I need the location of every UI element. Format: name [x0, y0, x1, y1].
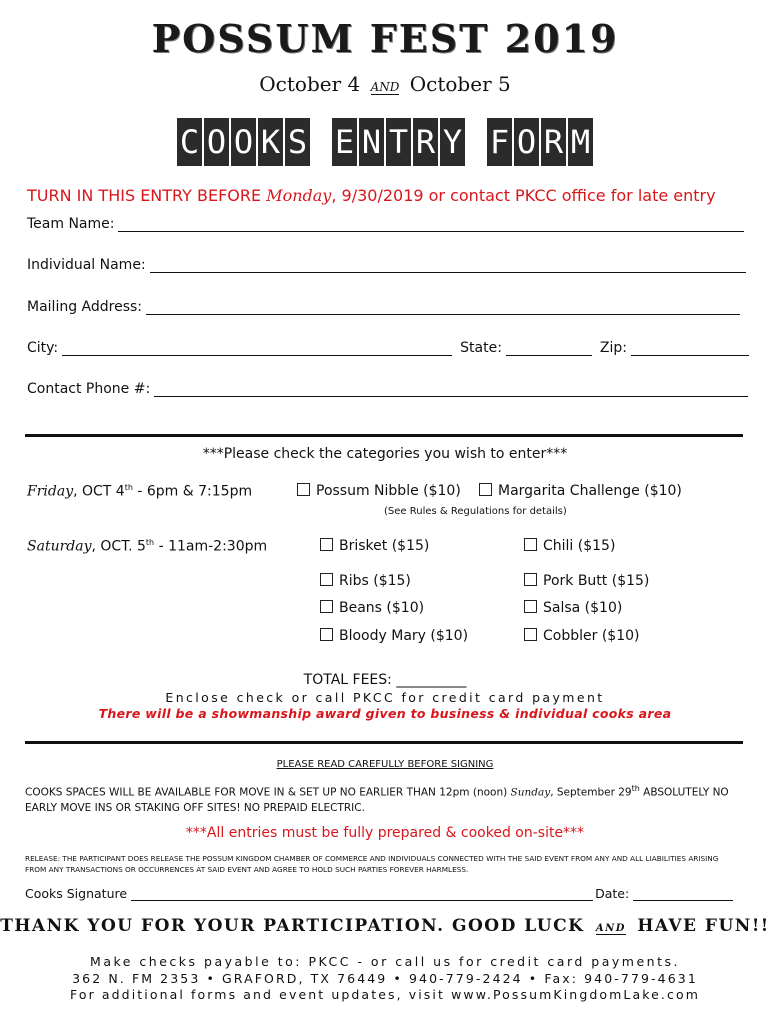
option-label: Bloody Mary ($10) — [339, 628, 469, 644]
date-end: October 5 — [409, 72, 511, 96]
banner-word — [331, 118, 466, 166]
signature-row[interactable] — [25, 886, 733, 901]
option-beans[interactable] — [320, 600, 424, 616]
individual-name-line[interactable] — [150, 258, 746, 273]
friday-sup: th — [124, 483, 133, 492]
state-label: State: — [460, 340, 502, 356]
thanks-pre: THANK YOU FOR YOUR PARTICIPATION. GOOD LUCK — [0, 916, 585, 936]
team-name-line[interactable] — [118, 217, 744, 232]
checkbox-cobbler[interactable] — [524, 628, 537, 641]
option-label: Pork Butt ($15) — [543, 573, 650, 589]
banner-word — [486, 118, 594, 166]
event-title: POSSUM FEST 2019 — [151, 16, 619, 61]
zip-label: Zip: — [599, 340, 628, 356]
deadline-notice — [27, 186, 747, 205]
showmanship-note: There will be a showmanship award given to business & individual cooks area — [98, 706, 672, 721]
option-label: Margarita Challenge ($10) — [498, 483, 682, 499]
banner-letter: K — [258, 118, 283, 166]
checkbox-pork-butt[interactable] — [524, 573, 537, 586]
banner-letter: C — [177, 118, 202, 166]
release-line-2: FROM ANY TRANSACTIONS OR OCCURRENCES AT SAID EVENT AND AGREE TO HOLD SUCH PARTIES FOREVER HARMLESS. — [25, 865, 469, 874]
banner-letter: O — [231, 118, 256, 166]
mailing-address-label: Mailing Address: — [27, 299, 143, 315]
option-pork-butt[interactable] — [524, 573, 649, 589]
spaces-day: Sunday — [510, 786, 551, 799]
checkbox-salsa[interactable] — [524, 600, 537, 613]
saturday-sup: th — [145, 538, 155, 547]
zip-line[interactable] — [631, 341, 749, 356]
deadline-suffix: , 9/30/2019 or contact PKCC office for late entry — [331, 186, 716, 205]
cook-spaces-notice-line2: EARLY MOVE INS OR STAKING OFF SITES! NO PREPAID ELECTRIC. — [25, 802, 365, 814]
saturday-time: - 11am-2:30pm — [154, 538, 268, 555]
city-label: City: — [27, 340, 59, 356]
event-dates — [0, 72, 770, 96]
prepared-onsite-notice: ***All entries must be fully prepared & cooked on-site*** — [185, 825, 585, 841]
option-label: Chili ($15) — [543, 538, 616, 554]
release-line-1: RELEASE: THE PARTICIPANT DOES RELEASE THE POSSUM KINGDOM CHAMBER OF COMMERCE AND INDIVIDUALS CONNECTED WITH THE SAID EVENT FROM ANY AND ALL LIABILITIES ARISING — [25, 854, 719, 863]
option-bloody-mary[interactable] — [320, 628, 468, 644]
banner-letter: R — [413, 118, 438, 166]
banner-letter: E — [332, 118, 357, 166]
option-brisket[interactable] — [320, 538, 429, 554]
section-divider — [25, 741, 743, 744]
banner-letter: N — [359, 118, 384, 166]
spaces-post: ABSOLUTELY NO — [639, 786, 729, 799]
spaces-pre: COOKS SPACES WILL BE AVAILABLE FOR MOVE IN & SET UP NO EARLIER THAN 12pm (noon) — [25, 786, 511, 799]
signature-label: Cooks Signature — [25, 886, 128, 901]
checkbox-chili[interactable] — [524, 538, 537, 551]
option-chili[interactable] — [524, 538, 615, 554]
categories-instruction: ***Please check the categories you wish to enter*** — [202, 446, 568, 462]
website-line: For additional forms and event updates, visit www.PossumKingdomLake.com — [69, 987, 700, 1002]
team-name-label: Team Name: — [27, 216, 115, 232]
date-label: Date: — [595, 886, 630, 901]
option-ribs[interactable] — [320, 573, 411, 589]
friday-schedule — [27, 483, 252, 500]
date-and: AND — [370, 80, 400, 94]
spaces-date: , September 29 — [550, 786, 632, 799]
contact-phone-label: Contact Phone #: — [27, 381, 151, 397]
banner-letter: R — [541, 118, 566, 166]
saturday-schedule — [27, 538, 267, 555]
individual-name-field[interactable] — [27, 257, 746, 273]
option-salsa[interactable] — [524, 600, 622, 616]
banner-word — [176, 118, 311, 166]
thanks-and: AND — [595, 923, 626, 934]
payment-line: Make checks payable to: PKCC - or call us for credit card payments. — [90, 954, 680, 969]
checkbox-possum-nibble[interactable] — [297, 483, 310, 496]
cook-spaces-notice — [25, 784, 755, 799]
contact-phone-field[interactable] — [27, 381, 748, 397]
option-cobbler[interactable] — [524, 628, 639, 644]
state-line[interactable] — [506, 341, 592, 356]
option-label: Brisket ($15) — [339, 538, 430, 554]
address-line: 362 N. FM 2353 • GRAFORD, TX 76449 • 940-779-2424 • Fax: 940-779-4631 — [72, 971, 698, 986]
checkbox-beans[interactable] — [320, 600, 333, 613]
checkbox-margarita-challenge[interactable] — [479, 483, 492, 496]
form-banner — [0, 118, 770, 166]
city-state-zip-row[interactable] — [27, 340, 749, 356]
deadline-day: Monday — [266, 186, 332, 205]
team-name-field[interactable] — [27, 216, 744, 232]
contact-phone-line[interactable] — [154, 382, 748, 397]
option-possum-nibble[interactable] — [297, 483, 461, 499]
rules-note: (See Rules & Regulations for details) — [384, 506, 567, 517]
checkbox-bloody-mary[interactable] — [320, 628, 333, 641]
deadline-prefix: TURN IN THIS ENTRY BEFORE — [27, 186, 267, 205]
city-line[interactable] — [62, 341, 452, 356]
checkbox-brisket[interactable] — [320, 538, 333, 551]
option-label: Beans ($10) — [339, 600, 425, 616]
mailing-address-line[interactable] — [146, 300, 740, 315]
section-divider — [25, 434, 743, 437]
total-fees: TOTAL FEES: __________ — [303, 672, 467, 688]
mailing-address-field[interactable] — [27, 299, 740, 315]
banner-letter: F — [487, 118, 512, 166]
checkbox-ribs[interactable] — [320, 573, 333, 586]
banner-letter: Y — [440, 118, 465, 166]
option-label: Salsa ($10) — [543, 600, 623, 616]
option-margarita-challenge[interactable] — [479, 483, 682, 499]
signature-line[interactable] — [131, 886, 593, 901]
saturday-date: , OCT. 5 — [91, 538, 146, 555]
banner-letter: T — [386, 118, 411, 166]
option-label: Ribs ($15) — [339, 573, 411, 589]
friday-time: - 6pm & 7:15pm — [132, 483, 253, 500]
banner-letter: O — [514, 118, 539, 166]
thanks-message — [0, 916, 770, 936]
banner-letter: O — [204, 118, 229, 166]
option-label: Possum Nibble ($10) — [316, 483, 461, 499]
thanks-post: HAVE FUN!! — [637, 916, 770, 936]
saturday-day: Saturday — [27, 538, 92, 555]
individual-name-label: Individual Name: — [27, 257, 146, 273]
enclose-note: Enclose check or call PKCC for credit card payment — [165, 690, 605, 705]
terms-heading: PLEASE READ CAREFULLY BEFORE SIGNING — [276, 759, 494, 770]
friday-date: , OCT 4 — [73, 483, 125, 500]
banner-letter: M — [568, 118, 593, 166]
banner-letter: S — [285, 118, 310, 166]
spaces-sup: th — [631, 784, 640, 793]
friday-day: Friday — [27, 483, 74, 500]
date-start: October 4 — [259, 72, 361, 96]
date-line[interactable] — [633, 886, 733, 901]
option-label: Cobbler ($10) — [543, 628, 640, 644]
